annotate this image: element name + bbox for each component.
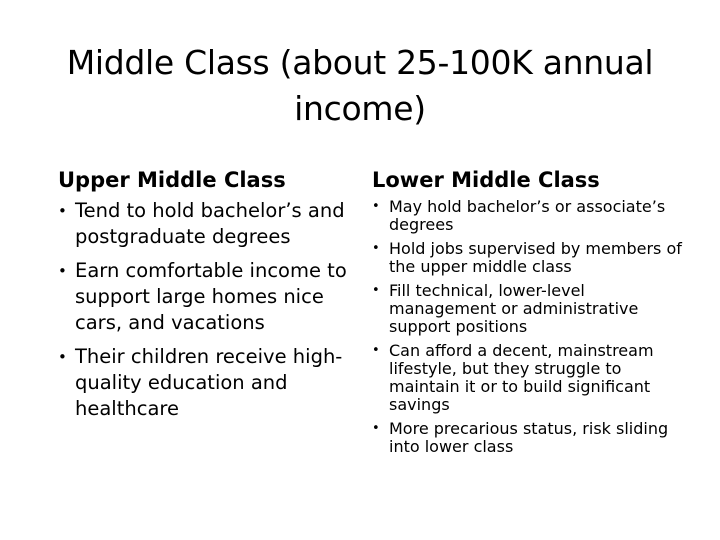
list-item-text: Fill technical, lower-level management or administrative support positions xyxy=(389,281,639,336)
bullet-icon: • xyxy=(372,343,380,358)
bullet-icon: • xyxy=(372,421,380,436)
upper-middle-class-list xyxy=(58,198,358,422)
list-item xyxy=(58,198,358,250)
list-item-text: Earn comfortable income to support large homes nice cars, and vacations xyxy=(75,259,347,334)
list-item-text: Can afford a decent, mainstream lifestyle, but they struggle to maintain it or to build significant savings xyxy=(389,341,654,414)
list-item-text: May hold bachelor’s or associate’s degrees xyxy=(389,197,666,234)
list-item-text: More precarious status, risk sliding into lower class xyxy=(389,419,669,456)
bullet-icon: • xyxy=(58,202,67,220)
list-item xyxy=(58,344,358,422)
lower-middle-class-heading: Lower Middle Class xyxy=(372,168,600,192)
list-item xyxy=(372,198,692,234)
list-item xyxy=(372,420,692,456)
list-item-text: Their children receive high-quality education and healthcare xyxy=(75,345,343,420)
list-item xyxy=(372,282,692,336)
lower-middle-class-list xyxy=(372,198,692,456)
list-item xyxy=(372,342,692,414)
lower-middle-class-column xyxy=(372,166,692,462)
bullet-icon: • xyxy=(58,348,67,366)
bullet-icon: • xyxy=(372,241,380,256)
bullet-icon: • xyxy=(372,283,380,298)
list-item xyxy=(372,240,692,276)
slide-title: Middle Class (about 25-100K annual income) xyxy=(66,43,654,128)
bullet-icon: • xyxy=(58,262,67,280)
upper-middle-class-column xyxy=(58,166,358,430)
bullet-icon: • xyxy=(372,199,380,214)
upper-middle-class-heading: Upper Middle Class xyxy=(58,168,286,192)
list-item xyxy=(58,258,358,336)
list-item-text: Hold jobs supervised by members of the upper middle class xyxy=(389,239,682,276)
list-item-text: Tend to hold bachelor’s and postgraduate degrees xyxy=(75,199,345,248)
